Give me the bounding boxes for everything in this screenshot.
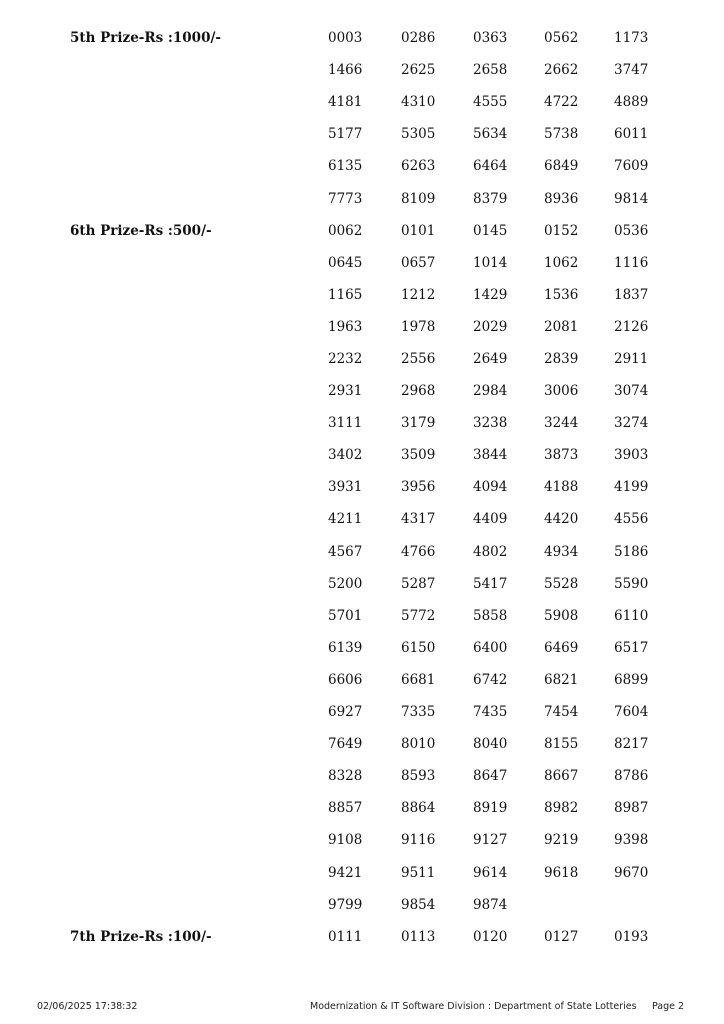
ticket-number: 2126 [614, 318, 649, 335]
ticket-number: 0062 [328, 222, 363, 239]
ticket-number: 3844 [473, 447, 508, 464]
ticket-number: 8328 [328, 768, 363, 785]
number-row [0, 864, 724, 882]
number-row [0, 896, 724, 914]
ticket-number: 1963 [328, 318, 363, 335]
ticket-number: 5287 [401, 575, 436, 592]
number-row [0, 446, 724, 464]
ticket-number: 5858 [473, 607, 508, 624]
ticket-number: 8667 [544, 768, 579, 785]
ticket-number: 2625 [401, 62, 436, 79]
footer-division: Modernization & IT Software Division : Department of State Lotteries [310, 1001, 637, 1012]
ticket-number: 9219 [544, 832, 579, 849]
ticket-number: 2649 [473, 350, 508, 367]
ticket-number: 5590 [614, 575, 649, 592]
ticket-number: 2658 [473, 62, 508, 79]
number-row [0, 286, 724, 304]
ticket-number: 2839 [544, 350, 579, 367]
ticket-number: 7609 [614, 158, 649, 175]
ticket-number: 5417 [473, 575, 508, 592]
number-row [0, 318, 724, 336]
ticket-number: 4722 [544, 94, 579, 111]
ticket-number: 1429 [473, 286, 508, 303]
ticket-number: 8936 [544, 190, 579, 207]
ticket-number: 9614 [473, 864, 508, 881]
ticket-number: 4199 [614, 479, 649, 496]
ticket-number: 2081 [544, 318, 579, 335]
ticket-number: 8982 [544, 800, 579, 817]
ticket-number: 6606 [328, 671, 363, 688]
ticket-number: 9511 [401, 864, 436, 881]
ticket-number: 6150 [401, 639, 436, 656]
ticket-number: 4211 [328, 511, 363, 528]
number-row [0, 254, 724, 272]
ticket-number: 3074 [614, 383, 649, 400]
ticket-number: 5186 [614, 543, 649, 560]
ticket-number: 0193 [614, 928, 649, 945]
ticket-number: 2911 [614, 350, 649, 367]
ticket-number: 8040 [473, 736, 508, 753]
ticket-number: 3244 [544, 415, 579, 432]
ticket-number: 3238 [473, 415, 508, 432]
ticket-number: 8987 [614, 800, 649, 817]
ticket-number: 6011 [614, 126, 649, 143]
number-row [0, 190, 724, 208]
ticket-number: 9799 [328, 896, 363, 913]
ticket-number: 6742 [473, 671, 508, 688]
prize-label: 7th Prize-Rs :100/- [70, 928, 212, 945]
ticket-number: 0645 [328, 254, 363, 271]
ticket-number: 1536 [544, 286, 579, 303]
prize-label: 5th Prize-Rs :1000/- [70, 30, 222, 46]
ticket-number: 8010 [401, 736, 436, 753]
ticket-number: 9814 [614, 190, 649, 207]
number-row [0, 767, 724, 785]
ticket-number: 4567 [328, 543, 363, 560]
ticket-number: 5200 [328, 575, 363, 592]
ticket-number: 7773 [328, 190, 363, 207]
ticket-number: 0101 [401, 222, 436, 239]
ticket-number: 2232 [328, 350, 363, 367]
ticket-number: 8379 [473, 190, 508, 207]
ticket-number: 3873 [544, 447, 579, 464]
number-row [0, 382, 724, 400]
number-row [0, 671, 724, 689]
ticket-number: 0152 [544, 222, 579, 239]
ticket-number: 0536 [614, 222, 649, 239]
ticket-number: 8647 [473, 768, 508, 785]
number-row [0, 29, 724, 47]
ticket-number: 0127 [544, 928, 579, 945]
ticket-number: 4310 [401, 94, 436, 111]
ticket-number: 4889 [614, 94, 649, 111]
ticket-number: 4556 [614, 511, 649, 528]
ticket-number: 8857 [328, 800, 363, 817]
ticket-number: 1014 [473, 254, 508, 271]
number-row [0, 61, 724, 79]
ticket-number: 7435 [473, 704, 508, 721]
ticket-number: 5305 [401, 126, 436, 143]
number-row [0, 607, 724, 625]
ticket-number: 8786 [614, 768, 649, 785]
ticket-number: 4188 [544, 479, 579, 496]
ticket-number: 4934 [544, 543, 579, 560]
ticket-number: 7454 [544, 704, 579, 721]
ticket-number: 2968 [401, 383, 436, 400]
number-row [0, 93, 724, 111]
ticket-number: 3509 [401, 447, 436, 464]
number-row [0, 414, 724, 432]
ticket-number: 5634 [473, 126, 508, 143]
ticket-number: 3903 [614, 447, 649, 464]
ticket-number: 1978 [401, 318, 436, 335]
ticket-number: 4802 [473, 543, 508, 560]
number-row [0, 799, 724, 817]
number-row [0, 350, 724, 368]
ticket-number: 8593 [401, 768, 436, 785]
number-row [0, 510, 724, 528]
ticket-number: 4094 [473, 479, 508, 496]
ticket-number: 3006 [544, 383, 579, 400]
ticket-number: 4409 [473, 511, 508, 528]
ticket-number: 0562 [544, 30, 579, 46]
ticket-number: 2984 [473, 383, 508, 400]
ticket-number: 1116 [614, 254, 649, 271]
ticket-number: 8864 [401, 800, 436, 817]
ticket-number: 9127 [473, 832, 508, 849]
number-row [0, 125, 724, 143]
ticket-number: 6139 [328, 639, 363, 656]
number-row [0, 928, 724, 946]
footer-page-number: Page 2 [652, 1001, 685, 1012]
ticket-number: 3111 [328, 415, 363, 432]
ticket-number: 6400 [473, 639, 508, 656]
number-row [0, 222, 724, 240]
ticket-number: 6263 [401, 158, 436, 175]
ticket-number: 3931 [328, 479, 363, 496]
ticket-number: 1837 [614, 286, 649, 303]
ticket-number: 8109 [401, 190, 436, 207]
ticket-number: 9618 [544, 864, 579, 881]
ticket-number: 5701 [328, 607, 363, 624]
ticket-number: 6899 [614, 671, 649, 688]
ticket-number: 6681 [401, 671, 436, 688]
ticket-number: 0363 [473, 30, 508, 46]
ticket-number: 4766 [401, 543, 436, 560]
footer-timestamp: 02/06/2025 17:38:32 [37, 1001, 138, 1012]
ticket-number: 4555 [473, 94, 508, 111]
page-footer [0, 1000, 724, 1014]
ticket-number: 6110 [614, 607, 649, 624]
ticket-number: 0286 [401, 30, 436, 46]
ticket-number: 9670 [614, 864, 649, 881]
number-row [0, 735, 724, 753]
number-row [0, 703, 724, 721]
number-row [0, 639, 724, 657]
ticket-number: 7604 [614, 704, 649, 721]
ticket-number: 6821 [544, 671, 579, 688]
ticket-number: 3956 [401, 479, 436, 496]
number-row [0, 575, 724, 593]
ticket-number: 1466 [328, 62, 363, 79]
ticket-number: 1062 [544, 254, 579, 271]
ticket-number: 8919 [473, 800, 508, 817]
ticket-number: 0120 [473, 928, 508, 945]
ticket-number: 7335 [401, 704, 436, 721]
ticket-number: 5738 [544, 126, 579, 143]
ticket-number: 0657 [401, 254, 436, 271]
ticket-number: 5908 [544, 607, 579, 624]
ticket-number: 9398 [614, 832, 649, 849]
number-row [0, 157, 724, 175]
ticket-number: 3179 [401, 415, 436, 432]
ticket-number: 0113 [401, 928, 436, 945]
ticket-number: 5528 [544, 575, 579, 592]
ticket-number: 6927 [328, 704, 363, 721]
number-row [0, 831, 724, 849]
ticket-number: 0145 [473, 222, 508, 239]
ticket-number: 6469 [544, 639, 579, 656]
ticket-number: 9108 [328, 832, 363, 849]
ticket-number: 6464 [473, 158, 508, 175]
ticket-number: 4317 [401, 511, 436, 528]
ticket-number: 2931 [328, 383, 363, 400]
ticket-number: 4181 [328, 94, 363, 111]
ticket-number: 8155 [544, 736, 579, 753]
ticket-number: 5177 [328, 126, 363, 143]
ticket-number: 5772 [401, 607, 436, 624]
ticket-number: 3747 [614, 62, 649, 79]
ticket-number: 1173 [614, 30, 649, 46]
ticket-number: 9421 [328, 864, 363, 881]
ticket-number: 9854 [401, 896, 436, 913]
ticket-number: 7649 [328, 736, 363, 753]
ticket-number: 8217 [614, 736, 649, 753]
ticket-number: 3274 [614, 415, 649, 432]
number-row [0, 543, 724, 561]
number-row [0, 478, 724, 496]
ticket-number: 0111 [328, 928, 363, 945]
ticket-number: 3402 [328, 447, 363, 464]
ticket-number: 4420 [544, 511, 579, 528]
ticket-number: 0003 [328, 30, 363, 46]
prize-label: 6th Prize-Rs :500/- [70, 222, 212, 239]
ticket-number: 6135 [328, 158, 363, 175]
ticket-number: 1212 [401, 286, 436, 303]
ticket-number: 2556 [401, 350, 436, 367]
ticket-number: 6849 [544, 158, 579, 175]
ticket-number: 1165 [328, 286, 363, 303]
ticket-number: 9874 [473, 896, 508, 913]
ticket-number: 2662 [544, 62, 579, 79]
ticket-number: 2029 [473, 318, 508, 335]
ticket-number: 6517 [614, 639, 649, 656]
ticket-number: 9116 [401, 832, 436, 849]
